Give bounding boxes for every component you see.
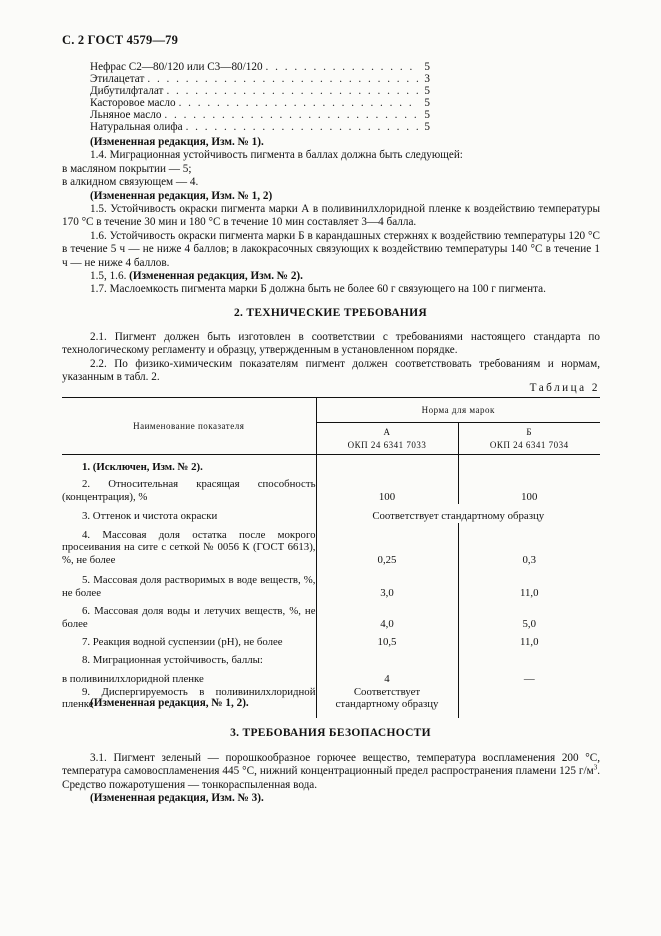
table-row: 3. Оттенок и чистота окраски Соответствует стандартному образцу [62,504,600,523]
paragraph-1-5: 1.5. Устойчивость окраски пигмента марки А в поливинилхлоридной пленке к воздействию температуры 170 °С в течение 30 мин и 180 °С в течение 10 мин составляет 3—4 балла. [62,203,600,229]
column-header-name: Наименование показателя [62,398,316,455]
paragraph-1-5-1-6-note: 1.5, 1.6. (Измененная редакция, Изм. № 2). [90,270,303,283]
table-row: 5. Массовая доля растворимых в воде веществ, %, не более 3,0 11,0 [62,567,600,600]
table-row: 8. Миграционная устойчивость, баллы: [62,649,600,667]
paragraph-2-2: 2.2. По физико-химическим показателям пигмент должен соответствовать требованиям и нормам, указанным в табл. 2. [62,357,600,384]
column-header-a: А ОКП 24 6341 7033 [316,423,458,455]
section-1-text [62,136,600,297]
table-row: 1. (Исключен, Изм. № 2). [62,455,600,474]
edition-note: (Измененная редакция, Изм. № 1). [90,136,264,148]
table-row: 6. Массовая доля воды и летучих веществ, %, не более 4,0 5,0 [62,600,600,631]
column-header-norm: Норма для марок [316,398,600,423]
table-caption: Таблица 2 [529,382,600,394]
list-item: Натуральная олифа . . . 5 [90,121,430,133]
list-item: Дибутилфталат . . . 5 [90,85,430,97]
edition-note: (Измененная редакция, Изм. № 1, 2) [90,189,273,202]
table-edition-note: (Измененная редакция, № 1, 2). [90,697,249,709]
solvent-list [90,61,430,133]
section-2-text [62,331,600,385]
paragraph-3-1: 3.1. Пигмент зеленый — порошкообразное горючее вещество, температура воспламенения 200 °С, температура самовоспламенения 445 °С, нижний концентрационный предел распространения пламени 125 $г/м^3$. Средство пожаротушения — тонкораспыленная вода. [62,752,600,791]
section-3-title: 3. ТРЕБОВАНИЯ БЕЗОПАСНОСТИ [230,727,431,739]
table-row: 7. Реакция водной суспензии (рН), не более 10,5 11,0 [62,631,600,649]
table-row: 4. Массовая доля остатка после мокрого просеивания на сите с сеткой № 0056 К (ГОСТ 6613), %, не более 0,25 0,3 [62,523,600,567]
list-item: Льняное масло . . . 5 [90,109,430,121]
edition-note: (Измененная редакция, Изм. № 3). [90,792,264,805]
paragraph-1-4-b: в алкидном связующем — 4. [62,176,199,189]
section-3-text [62,752,600,806]
table-row: 9. Диспергируемость в поливинилхлоридной пленке Соответствует стандартному образцу [62,686,600,718]
page-header: С. 2 ГОСТ 4579—79 [62,33,179,47]
paragraph-1-4: 1.4. Миграционная устойчивость пигмента в баллах должна быть следующей: [90,149,463,162]
table-row: 2. Относительная красящая способность (концентрация), % 100 100 [62,474,600,504]
list-item: Касторовое масло . . . 5 [90,97,430,109]
list-item: Нефрас С2—80/120 или С3—80/120 . . . 5 [90,61,430,73]
column-header-b: Б ОКП 24 6341 7034 [458,423,600,455]
section-2-title: 2. ТЕХНИЧЕСКИЕ ТРЕБОВАНИЯ [233,307,428,319]
norms-table [62,397,600,718]
list-item: Этилацетат . . . 3 [90,73,430,85]
paragraph-1-4-a: в масляном покрытии — 5; [62,162,192,175]
paragraph-2-1: 2.1. Пигмент должен быть изготовлен в соответствии с требованиями настоящего стандарта по технологическому регламенту и образцу, утвержденным в установленном порядке. [62,331,600,357]
paragraph-1-6: 1.6. Устойчивость окраски пигмента марки Б в карандашных стержнях к воздействию температуры 120 °С в течение 5 ч — не ниже 4 баллов; в лакокрасочных связующих к воздействию температуры 140 °С в течение 1 ч — не ниже 4 баллов. [62,229,600,269]
paragraph-1-7: 1.7. Маслоемкость пигмента марки Б должна быть не более 60 г связующего на 100 г пигмента. [90,283,546,296]
table-row: в поливинилхлоридной пленке 4 — [62,667,600,686]
